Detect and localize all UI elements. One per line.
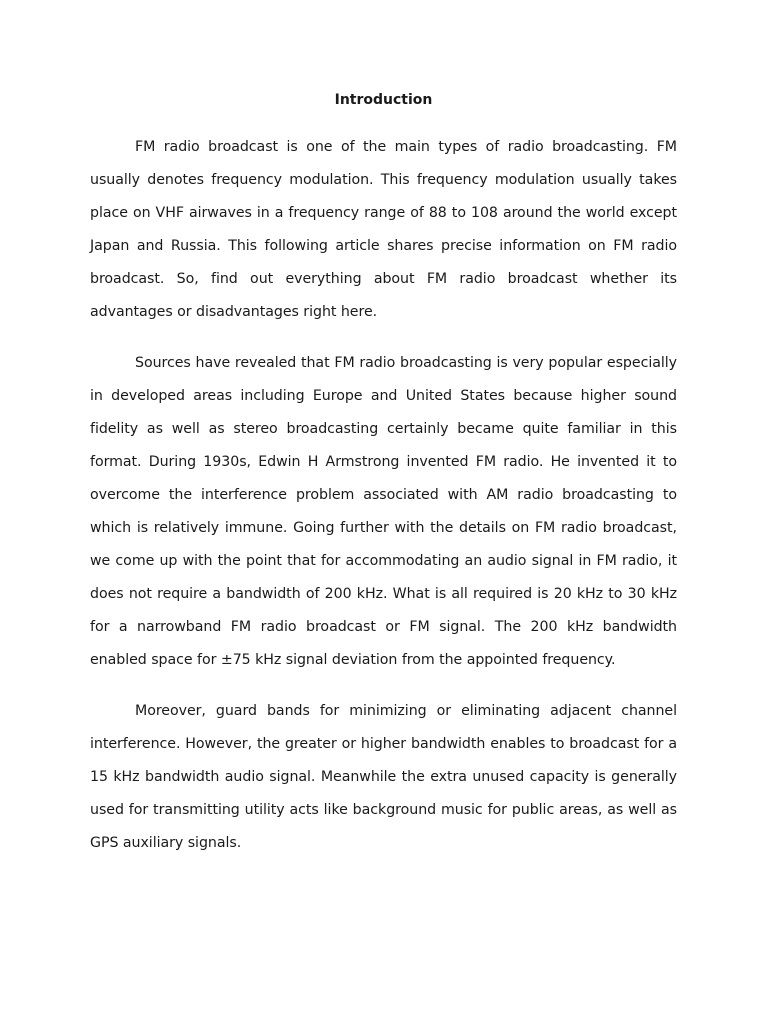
document-page: [90, 88, 677, 878]
paragraph-2: Sources have revealed that FM radio broadcasting is very popular especially in developed areas including Europe and United States because higher sound fidelity as well as stereo broadcasting certainly became quite familiar in this format. During 1930s, Edwin H Armstrong invented FM radio. He invented it to overcome the interference problem associated with AM radio broadcasting to which is relatively immune. Going further with the details on FM radio broadcast, we come up with the point that for accommodating an audio signal in FM radio, it does not require a bandwidth of 200 kHz. What is all required is 20 kHz to 30 kHz for a narrowband FM radio broadcast or FM signal. The 200 kHz bandwidth enabled space for ±75 kHz signal deviation from the appointed frequency.: [90, 355, 677, 668]
document-title: Introduction: [334, 92, 433, 108]
paragraph-1: FM radio broadcast is one of the main types of radio broadcasting. FM usually denotes frequency modulation. This frequency modulation usually takes place on VHF airwaves in a frequency range of 88 to 108 around the world except Japan and Russia. This following article shares precise information on FM radio broadcast. So, find out everything about FM radio broadcast whether its advantages or disadvantages right here.: [90, 139, 677, 320]
paragraph-3: Moreover, guard bands for minimizing or eliminating adjacent channel interference. However, the greater or higher bandwidth enables to broadcast for a 15 kHz bandwidth audio signal. Meanwhile the extra unused capacity is generally used for transmitting utility acts like background music for public areas, as well as GPS auxiliary signals.: [90, 703, 677, 851]
